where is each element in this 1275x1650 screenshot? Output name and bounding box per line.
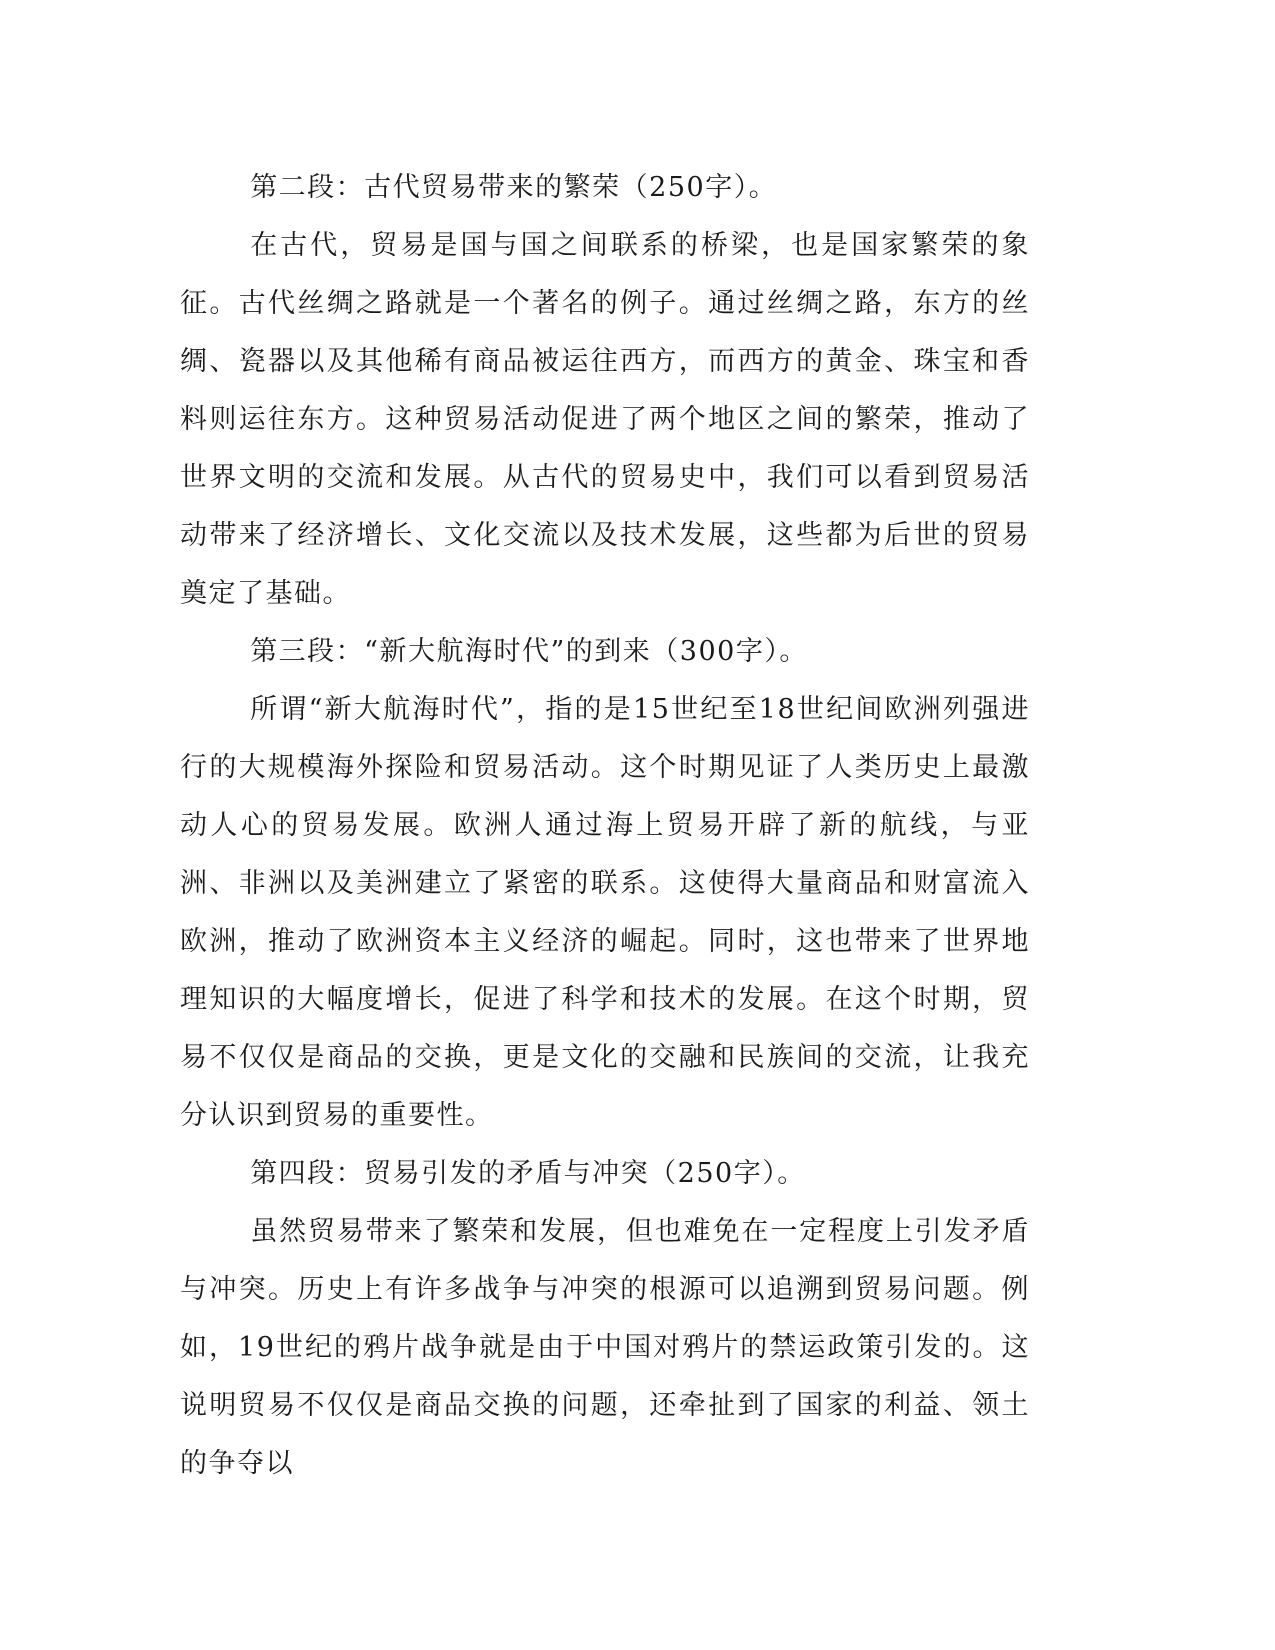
paragraph-ancient-trade: 在古代，贸易是国与国之间联系的桥梁，也是国家繁荣的象征。古代丝绸之路就是一个著名的例子。通过丝绸之路，东方的丝绸、瓷器以及其他稀有商品被运往西方，而西方的黄金、珠宝和香料则运往东方。这种贸易活动促进了两个地区之间的繁荣，推动了世界文明的交流和发展。从古代的贸易史中，我们可以看到贸易活动带来了经济增长、文化交流以及技术发展，这些都为后世的贸易奠定了基础。 xyxy=(180,230,1030,609)
document-body xyxy=(180,159,1030,1493)
section-heading-3: 第三段：“新大航海时代”的到来（300字）。 xyxy=(250,636,808,667)
section-heading-2: 第二段：古代贸易带来的繁荣（250字）。 xyxy=(250,172,778,203)
section-heading-4: 第四段：贸易引发的矛盾与冲突（250字）。 xyxy=(250,1158,806,1189)
paragraph-age-of-discovery: 所谓“新大航海时代”，指的是15世纪至18世纪间欧洲列强进行的大规模海外探险和贸易活动。这个时期见证了人类历史上最激动人心的贸易发展。欧洲人通过海上贸易开辟了新的航线，与亚洲、非洲以及美洲建立了紧密的联系。这使得大量商品和财富流入欧洲，推动了欧洲资本主义经济的崛起。同时，这也带来了世界地理知识的大幅度增长，促进了科学和技术的发展。在这个时期，贸易不仅仅是商品的交换，更是文化的交融和民族间的交流，让我充分认识到贸易的重要性。 xyxy=(180,694,1030,1131)
paragraph-trade-conflicts: 虽然贸易带来了繁荣和发展，但也难免在一定程度上引发矛盾与冲突。历史上有许多战争与冲突的根源可以追溯到贸易问题。例如，19世纪的鸦片战争就是由于中国对鸦片的禁运政策引发的。这说明贸易不仅仅是商品交换的问题，还牵扯到了国家的利益、领土的争夺以 xyxy=(180,1216,1030,1479)
